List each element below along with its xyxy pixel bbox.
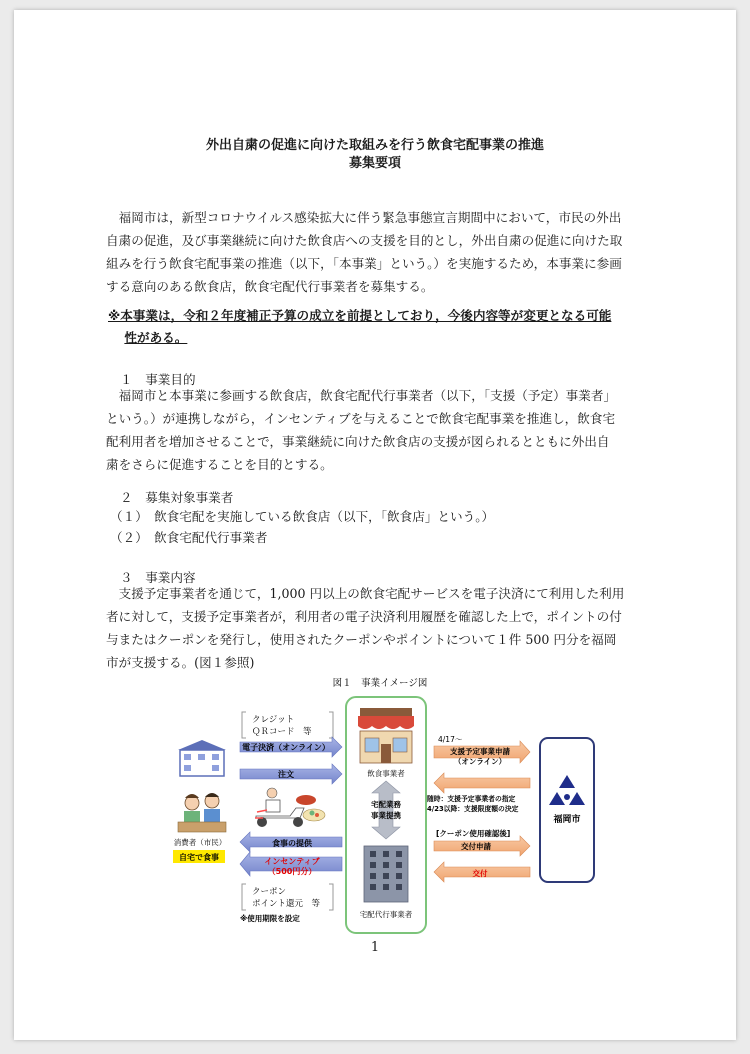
coupon-check-label: [クーポン使用確認後] <box>436 829 511 838</box>
section-3-line: 与またはクーポンを発行し，使用されたクーポンやポイントについて１件 500 円分を福岡 <box>106 632 617 647</box>
section-3-line: 支援予定事業者を通じて，1,000 円以上の飲食宅配サービスを電子決済にて利用した利用 <box>118 586 625 601</box>
business-tie-up-arrow <box>372 781 400 839</box>
section-2-item: （１） 飲食宅配を実施している飲食店（以下，「飲食店」という。） <box>110 509 495 524</box>
city-label: 福岡市 <box>553 815 581 825</box>
eat-at-home-label: 自宅で食事 <box>179 853 219 862</box>
page-number: 1 <box>370 940 380 955</box>
date-label: 4/17～ <box>438 735 463 744</box>
application-online-label: （オンライン） <box>453 757 507 766</box>
intro-line: する意向のある飲食店，飲食宅配代行事業者を募集する。 <box>106 279 434 294</box>
designation-label-2: 4/23以降：支援限度額の決定 <box>427 805 519 813</box>
incentive-amount-label: （500円分） <box>267 867 317 876</box>
section-1-heading: １ 事業目的 <box>120 372 196 387</box>
section-3-line: 者に対して，支援予定事業者が，利用者の電子決済利用履歴を確認した上で，ポイントの付 <box>106 609 622 624</box>
intro-line: 組みを行う飲食宅配事業の推進（以下，「本事業」という。）を実施するため，本事業に参画 <box>106 256 622 271</box>
house-icon <box>178 740 226 776</box>
delivery-scooter-icon <box>255 788 304 827</box>
designation-arrow <box>434 773 530 793</box>
reward-method-coupon: クーポン <box>252 887 287 897</box>
payment-method-credit: クレジット <box>252 715 295 725</box>
note-line: 性がある。 <box>124 330 188 345</box>
payment-method-qr: ＱＲコード 等 <box>252 727 312 737</box>
incentive-label: インセンティブ <box>264 857 320 866</box>
section-3-line: 市が支援する。(図１参照) <box>106 655 255 670</box>
section-1-line: という。）が連携しながら，インセンティブを与えることで飲食宅配事業を推進し，飲食宅 <box>106 411 616 426</box>
note-line: ※本事業は，令和２年度補正予算の成立を前提としており，今後内容等が変更となる可能 <box>108 308 612 323</box>
section-3-heading: ３ 事業内容 <box>120 570 196 585</box>
section-1-line: 配利用者を増加させることで，事業継続に向けた飲食店の支援が図られるとともに外出自 <box>106 434 610 449</box>
section-2-item: （２） 飲食宅配代行事業者 <box>110 530 268 545</box>
intro-line: 福岡市は，新型コロナウイルス感染拡大に伴う緊急事態宣言期間中において，市民の外出 <box>118 210 622 225</box>
family-eating-icon <box>178 793 226 832</box>
application-label: 支援予定事業申請 <box>450 747 510 756</box>
grant-label: 交付 <box>472 869 488 878</box>
restaurant-icon <box>358 708 414 763</box>
document-subtitle: 募集要項 <box>348 156 401 171</box>
designation-label-1: 随時：支援予定事業者の指定 <box>427 795 516 803</box>
consumer-label: 消費者（市民） <box>173 838 227 847</box>
meal-provision-label: 食事の提供 <box>272 839 312 848</box>
fukuoka-city-box <box>540 738 594 882</box>
intro-line: 自粛の促進，及び事業継続に向けた飲食店への支援を目的とし，外出自粛の促進に向けた取 <box>106 233 623 248</box>
tie-up-label: 事業提携 <box>371 811 401 820</box>
section-2-heading: ２ 募集対象事業者 <box>120 490 234 505</box>
delivery-agent-label: 宅配代行事業者 <box>359 910 413 919</box>
section-1-line: 粛をさらに促進することを目的とする。 <box>106 457 333 472</box>
document-title: 外出自粛の促進に向けた取組みを行う飲食宅配事業の推進 <box>205 138 544 153</box>
expiry-note: ※使用期限を設定 <box>240 914 300 923</box>
figure-caption: 図１ 事業イメージ図 <box>332 678 428 689</box>
grant-application-label: 交付申請 <box>461 842 491 851</box>
reward-method-points: ポイント還元 等 <box>252 899 321 909</box>
restaurant-label: 飲食事業者 <box>367 769 405 778</box>
order-label: 注文 <box>278 770 294 779</box>
section-1-line: 福岡市と本事業に参画する飲食店，飲食宅配代行事業者（以下，「支援（予定）事業者」 <box>118 388 617 403</box>
office-building-icon <box>364 846 408 902</box>
delivery-business-label: 宅配業務 <box>371 800 401 809</box>
e-payment-label: 電子決済（オンライン） <box>242 743 330 752</box>
